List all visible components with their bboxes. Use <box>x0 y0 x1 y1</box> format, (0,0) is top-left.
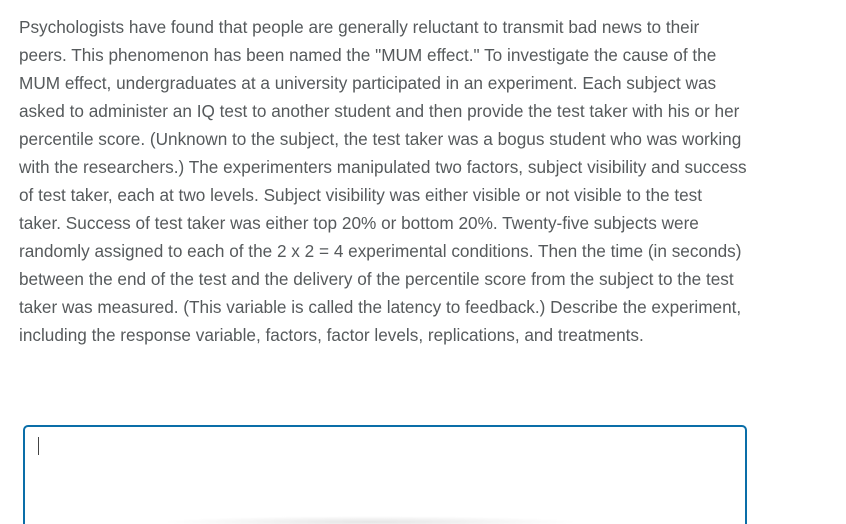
text-cursor <box>38 437 39 455</box>
question-text: Psychologists have found that people are generally reluctant to transmit bad news to their peers. This phenomenon has been named the "MUM effect." To investigate the cause of the MUM effect, undergraduates at a university participated in an experiment. Each subject was asked to administer an IQ test to another student and then provide the test taker with his or her percentile score. (Unknown to the subject, the test taker was a bogus student who was working with the researchers.) The experimenters manipulated two factors, subject visibility and success of test taker, each at two levels. Subject visibility was either visible or not visible to the test taker. Success of test taker was either top 20% or bottom 20%. Twenty-five subjects were randomly assigned to each of the 2 x 2 = 4 experimental conditions. Then the time (in seconds) between the end of the test and the delivery of the percentile score from the subject to the test taker was measured. (This variable is called the latency to feedback.) Describe the experiment, including the response variable, factors, factor levels, replications, and treatments. <box>19 17 747 345</box>
answer-textarea[interactable] <box>23 425 747 524</box>
